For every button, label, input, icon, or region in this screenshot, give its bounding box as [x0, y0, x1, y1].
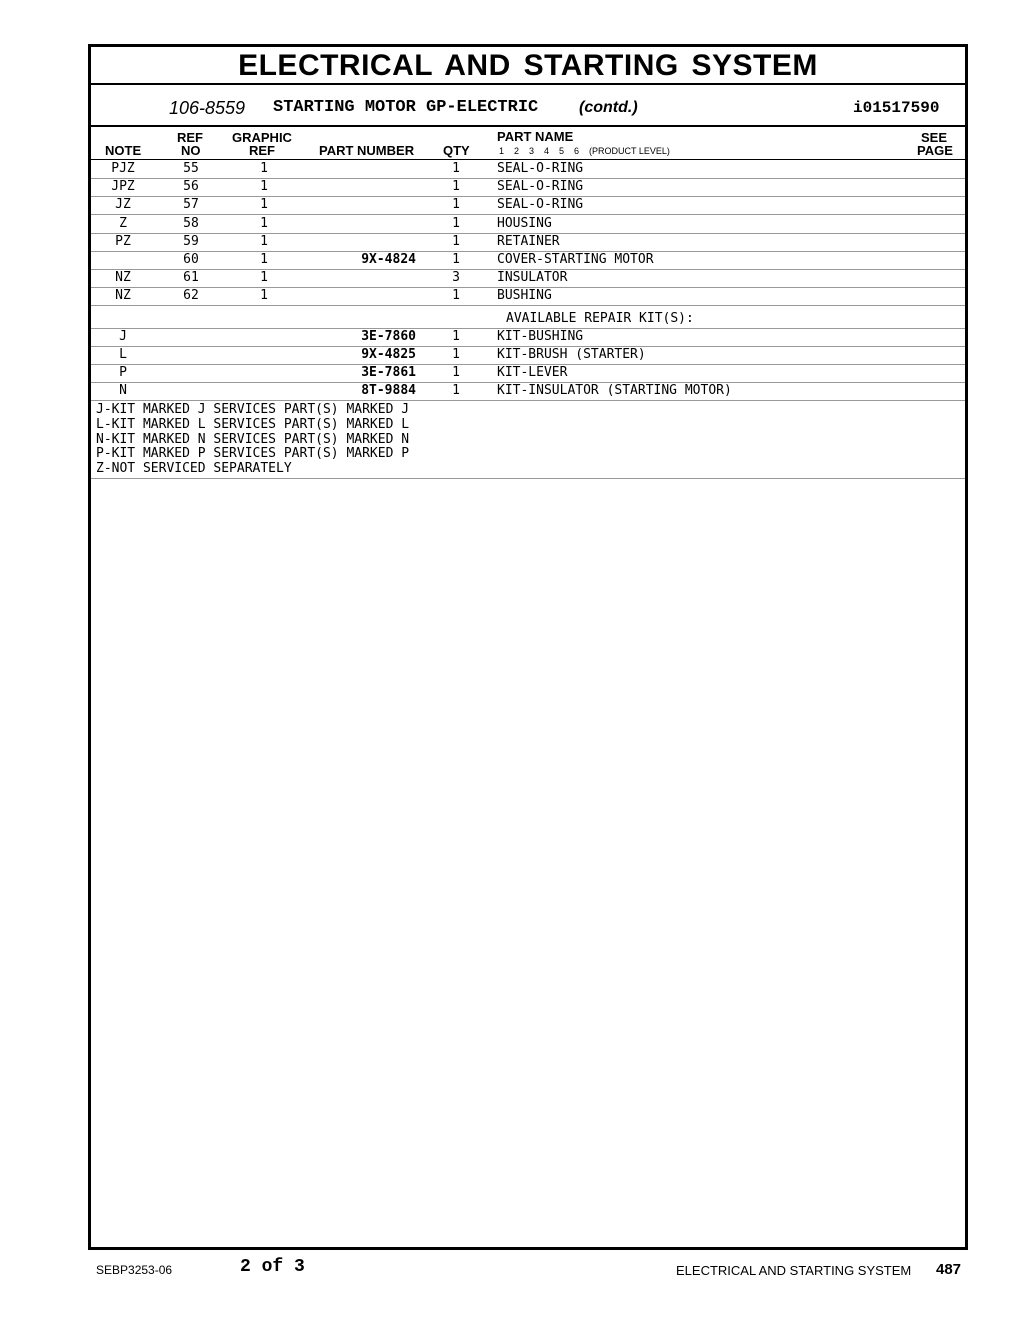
col-see-top: SEE — [921, 130, 948, 145]
part-number-cell: 8T-9884 — [361, 383, 416, 399]
group-name: STARTING MOTOR GP-ELECTRIC — [273, 98, 539, 117]
col-see-bottom: PAGE — [917, 143, 953, 158]
qty-cell: 1 — [452, 288, 460, 304]
col-part-number: PART NUMBER — [319, 143, 415, 158]
footer-section: ELECTRICAL AND STARTING SYSTEM — [676, 1263, 912, 1278]
ref-no-cell: 59 — [183, 233, 199, 249]
footnote-line: Z-NOT SERVICED SEPARATELY — [96, 460, 292, 476]
qty-cell: 1 — [452, 161, 460, 176]
available-kits-label: AVAILABLE REPAIR KIT(S): — [506, 310, 694, 326]
part-name-cell: KIT-INSULATOR (STARTING MOTOR) — [497, 383, 732, 399]
footnote-line: P-KIT MARKED P SERVICES PART(S) MARKED P — [96, 446, 410, 462]
col-ref-bottom: NO — [181, 143, 201, 158]
footnotes — [91, 400, 965, 479]
col-ref-top: REF — [177, 130, 203, 145]
group-heading — [91, 85, 965, 127]
part-name-cell: KIT-BRUSH (STARTER) — [497, 346, 646, 362]
col-graphic-top: GRAPHIC — [232, 130, 292, 145]
col-qty: QTY — [443, 143, 470, 158]
table-row — [91, 269, 965, 288]
col-part-name: PART NAME — [497, 129, 574, 144]
table-row — [91, 287, 965, 306]
part-name-cell: SEAL-O-RING — [497, 179, 584, 195]
ref-no-cell: 57 — [183, 197, 199, 213]
ref-no-cell: 62 — [183, 288, 199, 304]
table-row — [91, 382, 965, 401]
note-cell: PZ — [115, 233, 131, 249]
qty-cell: 1 — [452, 346, 460, 362]
qty-cell: 1 — [452, 179, 460, 195]
qty-cell: 1 — [452, 215, 460, 231]
group-code: 106-8559 — [169, 98, 246, 118]
graphic-ref-cell: 1 — [260, 252, 268, 267]
qty-cell: 1 — [452, 365, 460, 380]
note-cell: PJZ — [111, 161, 135, 176]
table-row — [91, 196, 965, 215]
table-row — [91, 178, 965, 197]
part-number-cell: 3E-7861 — [361, 365, 416, 380]
qty-cell: 1 — [452, 233, 460, 249]
available-kits-heading — [91, 306, 965, 329]
page-number: 487 — [936, 1261, 962, 1278]
table-row — [91, 251, 965, 270]
part-name-cell: BUSHING — [497, 288, 552, 304]
note-cell: JPZ — [111, 179, 135, 195]
note-cell: JZ — [115, 197, 131, 213]
part-name-cell: SEAL-O-RING — [497, 161, 584, 176]
footnote-line: L-KIT MARKED L SERVICES PART(S) MARKED L — [96, 416, 410, 432]
part-number-cell: 9X-4825 — [361, 346, 416, 362]
page-of: 2 of 3 — [240, 1257, 305, 1277]
illustration-id: i01517590 — [853, 99, 940, 117]
document-id: SEBP3253-06 — [96, 1263, 173, 1277]
footnote-line: J-KIT MARKED J SERVICES PART(S) MARKED J — [96, 402, 410, 418]
qty-cell: 1 — [452, 328, 460, 344]
table-row — [91, 233, 965, 252]
footnote-line: N-KIT MARKED N SERVICES PART(S) MARKED N — [96, 431, 410, 447]
part-name-cell: RETAINER — [497, 233, 560, 249]
qty-cell: 1 — [452, 197, 460, 213]
ref-no-cell: 58 — [183, 215, 199, 231]
ref-no-cell: 56 — [183, 179, 199, 195]
graphic-ref-cell: 1 — [260, 288, 268, 304]
part-name-cell: KIT-LEVER — [497, 365, 568, 380]
part-number-cell: 9X-4824 — [361, 252, 416, 267]
graphic-ref-cell: 1 — [260, 179, 268, 195]
table-row — [91, 346, 965, 365]
part-name-cell: SEAL-O-RING — [497, 197, 584, 213]
part-name-cell: KIT-BUSHING — [497, 328, 584, 344]
table-row — [91, 215, 965, 234]
qty-cell: 3 — [452, 270, 460, 286]
page-footer — [0, 1255, 1020, 1285]
qty-cell: 1 — [452, 383, 460, 399]
part-name-cell: HOUSING — [497, 215, 552, 231]
part-name-cell: INSULATOR — [497, 270, 568, 286]
graphic-ref-cell: 1 — [260, 197, 268, 213]
graphic-ref-cell: 1 — [260, 270, 268, 286]
ref-no-cell: 61 — [183, 270, 199, 286]
graphic-ref-cell: 1 — [260, 215, 268, 231]
note-cell: L — [119, 346, 127, 362]
note-cell: Z — [119, 215, 127, 231]
table-row — [91, 328, 965, 347]
graphic-ref-cell: 1 — [260, 161, 268, 176]
table-row — [91, 160, 965, 179]
note-cell: J — [119, 328, 127, 344]
note-cell: NZ — [115, 288, 131, 304]
note-cell: NZ — [115, 270, 131, 286]
col-note: NOTE — [105, 143, 142, 158]
col-product-level: 1 2 3 4 5 6 (PRODUCT LEVEL) — [499, 146, 670, 156]
part-name-cell: COVER-STARTING MOTOR — [497, 252, 654, 267]
col-graphic-bottom: REF — [249, 143, 275, 158]
note-cell: N — [119, 383, 127, 399]
table-row — [91, 364, 965, 383]
table-header — [91, 127, 965, 160]
note-cell: P — [119, 365, 127, 380]
qty-cell: 1 — [452, 252, 460, 267]
graphic-ref-cell: 1 — [260, 233, 268, 249]
part-number-cell: 3E-7860 — [361, 328, 416, 344]
ref-no-cell: 60 — [183, 252, 199, 267]
parts-page-frame — [88, 44, 968, 1250]
continued-label: (contd.) — [579, 99, 638, 116]
ref-no-cell: 55 — [183, 161, 199, 176]
page-title: ELECTRICAL AND STARTING SYSTEM — [91, 47, 965, 85]
